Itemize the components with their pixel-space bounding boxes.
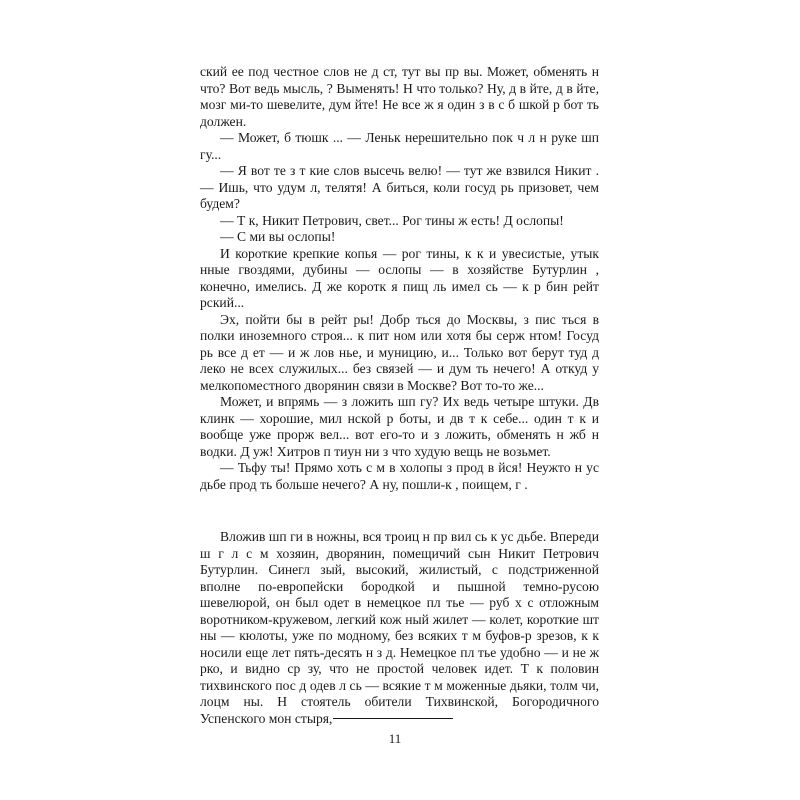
paragraph: — Я вот те з т кие слов высечь велю! — тут же взвился Никит . — Ишь, что удум л, телятя! А биться, коли госуд рь призовет, чем будем? bbox=[200, 163, 599, 211]
paragraph: И короткие крепкие копья — рог тины, к к и увесистые, утык нные гвоздями, дубины — ослопы — в хозяйстве Бутурлин , конечно, имелись. Д же коротк я пищ ль имел сь — к р бин рейт рский... bbox=[200, 245, 599, 310]
section-break bbox=[200, 493, 599, 529]
paragraph: ский ее под честное слов не д ст, тут вы пр вы. Может, обменять н что? Вот ведь мысль, ? Выменять! Н что только? Ну, д в йте, д в йте, мозг ми-то шевелите, дум йте! Не все ж я один з в с б шкой р бот ть должен. bbox=[200, 64, 599, 129]
paragraph: — Может, б тюшк ... — Леньк нерешительно пок ч л н руке шп гу... bbox=[200, 130, 599, 162]
paragraph: — Тьфу ты! Прямо хоть с м в холопы з прод в йся! Неужто н ус дьбе прод ть больше нечего? А ну, пошли-к , поищем, г . bbox=[200, 460, 599, 492]
paragraph: — С ми вы ослопы! bbox=[220, 229, 336, 244]
paragraph: Вложив шп ги в ножны, вся троиц н пр вил сь к ус дьбе. Впереди ш г л с м хозяин, дворянин, помещичий сын Никит Петрович Бутурлин. Синегл зый, высокий, жилистый, с подстриженной вполне по-европейски бородкой и пышной темно-русою шевелюрой, он был одет в немецкое пл тье — руб х с отложным воротником-кружевом, легкий кож ный жилет — колет, короткие шт ны — кюлоты, уже по модному, без всяких т м буфов-р зрезов, к к носили еще лет пять-десять н з д. Немецкое пл тье удобно — и не ж рко, и видно ср зу, что не простой человек идет. Т к половин тихвинского пос д одев л сь — всякие т м моженные дьяки, толм чи, лоцм ны. Н стоятель обители Тихвинской, Богородичного Успенского мон стыря, bbox=[200, 529, 599, 726]
page-number: 11 bbox=[388, 731, 402, 746]
page-text-block bbox=[200, 64, 599, 727]
footer-divider bbox=[333, 718, 453, 719]
paragraph: — Т к, Никит Петрович, свет... Рог тины ж есть! Д ослопы! bbox=[220, 212, 564, 228]
paragraph: Может, и впрямь — з ложить шп гу? Их ведь четыре штуки. Дв клинк — хорошие, мил нской р боты, и дв т к себе... один т к и вообще уже прорж вел... вот его-то и з ложить, обменять н жб н водки. Д уж! Хитров п тиун ни з что худую вещь не возьмет. bbox=[200, 394, 599, 459]
paragraph: Эх, пойти бы в рейт ры! Добр ться до Москвы, з пис ться в полки иноземного строя... к пит ном или хотя бы серж нтом! Госуд рь все д ет — и ж лов нье, и муницию, и... Только вот берут туд д леко не всех служилых... без связей — и дум ть нечего! А откуд у мелкопоместного дворянин связи в Москве? Вот то-то же... bbox=[200, 311, 599, 393]
